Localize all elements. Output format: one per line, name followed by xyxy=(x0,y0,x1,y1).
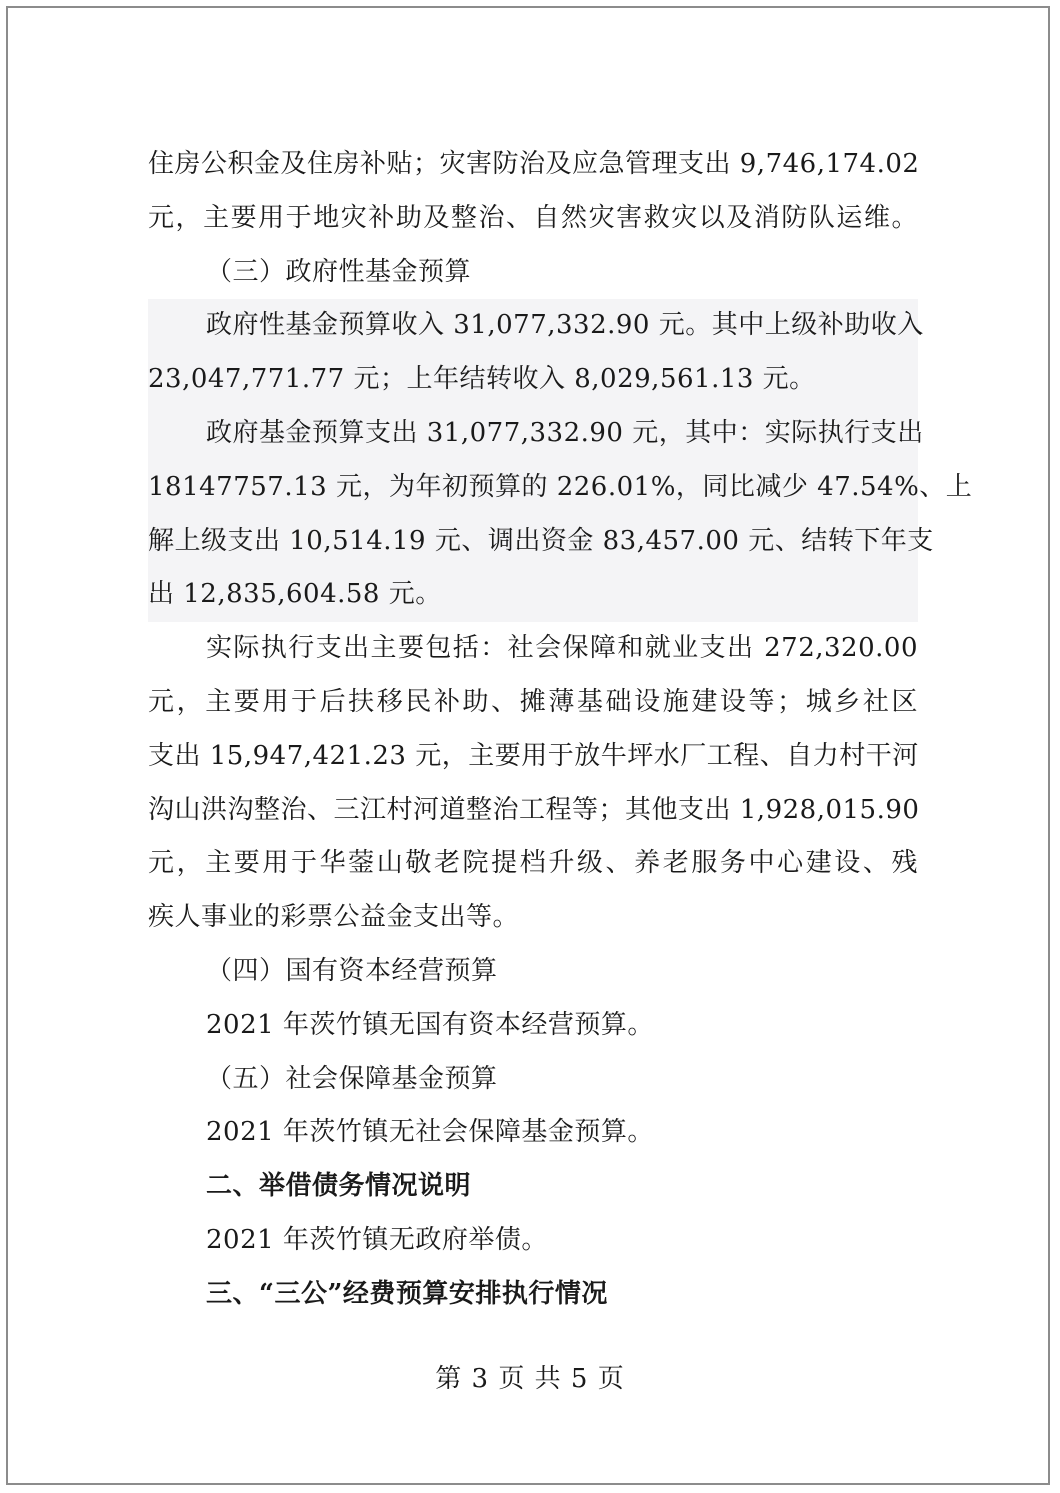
text-line: 解上级支出 10,514.19 元、调出资金 83,457.00 元、结转下年支 xyxy=(148,515,918,569)
section-heading: （四）国有资本经营预算 xyxy=(206,955,498,986)
text-line: 支出 15,947,421.23 元，主要用于放牛坪水厂工程、自力村干河 xyxy=(148,740,919,771)
section-heading: （三）政府性基金预算 xyxy=(206,256,472,287)
document-body xyxy=(148,138,973,1322)
text-line: 元，主要用于地灾补助及整治、自然灾害救灾以及消防队运维。 xyxy=(148,202,918,233)
text-line: 沟山洪沟整治、三江村河道整治工程等；其他支出 1,928,015.90 xyxy=(148,794,920,825)
section-heading: （五）社会保障基金预算 xyxy=(206,1063,498,1094)
text-line: 18147757.13 元，为年初预算的 226.01%，同比减少 47.54%、上 xyxy=(148,461,918,515)
chapter-heading: 二、举借债务情况说明 xyxy=(206,1171,472,1202)
text-line: 2021 年茨竹镇无社会保障基金预算。 xyxy=(206,1117,654,1148)
chapter-heading: 三、“三公”经费预算安排执行情况 xyxy=(206,1278,608,1309)
text-line: 出 12,835,604.58 元。 xyxy=(148,568,918,622)
text-line: 元，主要用于华蓥山敬老院提档升级、养老服务中心建设、残 xyxy=(148,848,918,879)
page-number-footer: 第 3 页 共 5 页 xyxy=(435,1364,625,1394)
text-line: 政府性基金预算收入 31,077,332.90 元。其中上级补助收入 xyxy=(148,299,918,353)
text-line: 23,047,771.77 元；上年结转收入 8,029,561.13 元。 xyxy=(148,353,918,407)
text-line: 实际执行支出主要包括：社会保障和就业支出 272,320.00 xyxy=(206,633,918,664)
text-line: 住房公积金及住房补贴；灾害防治及应急管理支出 9,746,174.02 xyxy=(148,149,920,179)
text-line: 元，主要用于后扶移民补助、摊薄基础设施建设等；城乡社区 xyxy=(148,686,918,717)
text-line: 政府基金预算支出 31,077,332.90 元，其中：实际执行支出 xyxy=(148,407,918,461)
text-line: 2021 年茨竹镇无政府举债。 xyxy=(206,1224,548,1255)
text-line: 疾人事业的彩票公益金支出等。 xyxy=(148,902,520,933)
text-line: 2021 年茨竹镇无国有资本经营预算。 xyxy=(206,1009,654,1040)
